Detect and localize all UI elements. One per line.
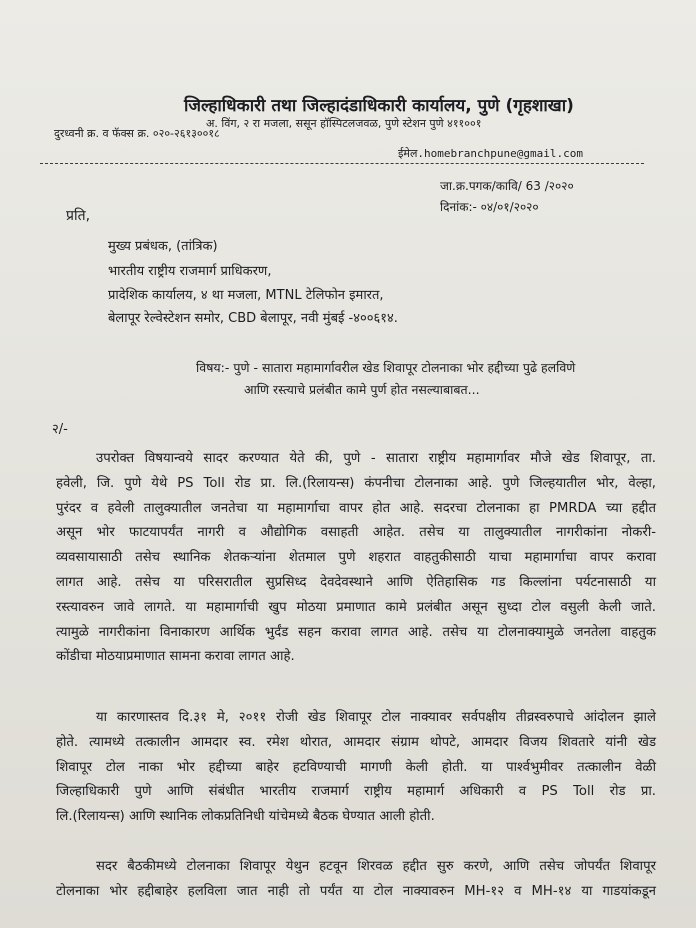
paragraph-line: शिवापूर टोल नाका भोर हद्दीच्या बाहेर हटविण्याची मागणी केली होती. या पार्श्वभुमीवर तत्कालीन वेळी: [56, 759, 656, 775]
letter-date: दिनांक:- ०४/०१/२०२०: [440, 200, 539, 214]
salutation: प्रति,: [66, 208, 91, 224]
paragraph-line: हवेली, जि. पुणे येथे PS Toll रोड प्रा. लि.(रिलायन्स) कंपनीचा टोलनाका आहे. पुणे जिल्हयातील भोर, वेल्हा,: [56, 475, 656, 491]
recipient-line: भारतीय राष्ट्रीय राजमार्ग प्राधिकरण,: [108, 264, 272, 279]
header-divider: [40, 163, 644, 164]
paragraph-line: जिल्हाधिकारी पुणे आणि संबंधीत भारतीय राजमार्ग राष्ट्रीय महामार्ग अधिकारी व PS Toll रोड प्रा.: [56, 784, 656, 800]
body-paragraph-1: [56, 447, 656, 670]
paragraph-line: उपरोक्त विषयान्वये सादर करण्यात येते की, पुणे - सातारा राष्ट्रीय महामार्गावर मौजे खेड शिवापूर, ता.: [96, 451, 656, 466]
paragraph-line: लागत आहे. तसेच या परिसरातील सुप्रसिध्द देवदेवस्थाने आणि ऐतिहासिक गड किल्लांना पर्यटनासाठी या: [56, 574, 656, 590]
paragraph-line: पुरंदर व हवेली तालुक्यातील जनतेचा या महामार्गाचा वापर होत आहे. सदरचा टोलनाका हा PMRDA च्या हद्दीत: [56, 500, 656, 516]
paragraph-line: त्यामुळे नागरीकांना विनाकारण आर्थिक भुर्दंड सहन करावा लागत आहे. तसेच या टोलनाक्यामुळे जनतेला वाहतुक: [56, 624, 656, 640]
paragraph-line: व्यवसायासाठी तसेच स्थानिक शेतकऱ्यांना शेतमाल पुणे शहरात वाहतुकीसाठी याचा महामार्गाचा वापर करावा: [56, 550, 656, 566]
subject-line: विषय:- पुणे - सातारा महामार्गावरील खेड शिवापूर टोलनाका भोर हद्दीच्या पुढे हलविणे: [196, 360, 576, 375]
paragraph-line: होते. त्यामध्ये तत्कालीन आमदार स्व. रमेश थोरात, आमदार संग्राम थोपटे, आमदार विजय शिवतारे यांनी खेड: [56, 734, 656, 750]
reference-number: जा.क्र.पगक/कावि/ 63 /२०२०: [440, 179, 574, 193]
subject-line: आणि रस्त्याचे प्रलंबीत कामे पुर्ण होत नसल्याबाबत...: [244, 382, 480, 397]
office-address: अ. विंग, २ रा मजला, ससून हॉस्पिटलजवळ, पुणे स्टेशन पुणे ४११००१: [206, 117, 482, 130]
office-phone: दुरध्वनी क्र. व फॅक्स क्र. ०२०-२६१३००१८: [54, 127, 220, 140]
reference-marker: २/-: [52, 422, 68, 437]
paragraph-line: कोंडीचा मोठयाप्रमाणात सामना करावा लागत आहे.: [56, 649, 295, 665]
recipient-line: मुख्य प्रबंधक, (तांत्रिक): [108, 239, 218, 254]
recipient-line: प्रादेशिक कार्यालय, ४ था मजला, MTNL टेलिफोन इमारत,: [108, 288, 384, 303]
paragraph-line: लि.(रिलायन्स) आणि स्थानिक लोकप्रतिनिधी यांचेमध्ये बैठक घेण्यात आली होती.: [56, 809, 435, 825]
paragraph-line: या कारणास्तव दि.३१ मे, २०११ रोजी खेड शिवापूर टोल नाक्यावर सर्वपक्षीय तीव्रस्वरुपाचे आंदोलन झाले: [96, 710, 656, 725]
paragraph-line: टोलनाका भोर हद्दीबाहेर हलविला जात नाही तो पर्यंत या टोल नाक्यावरुन MH-१२ व MH-१४ या गाडयांकडून: [56, 883, 656, 899]
body-paragraph-2: [56, 706, 656, 830]
body-paragraph-3: [56, 855, 656, 905]
recipient-line: बेलापूर रेल्वेस्टेशन समोर, CBD बेलापूर, नवी मुंबई -४००६१४.: [108, 311, 398, 326]
office-email: ईमेल.homebranchpune@gmail.com: [398, 147, 584, 160]
paragraph-line: असून भोर फाटयापर्यंत नागरी व औद्योगिक वसाहती आहेत. तसेच या तालुक्यातील नागरीकांना नोकरी-: [56, 525, 656, 541]
subject-block: [196, 357, 656, 401]
paragraph-line: रस्त्यावरुन जावे लागते. या महामार्गाची खुप मोठया प्रमाणात कामे प्रलंबीत असून सुध्दा टोल वसुली केली जाते.: [56, 599, 656, 615]
office-title: जिल्हाधिकारी तथा जिल्हादंडाधिकारी कार्यालय, पुणे (गृहशाखा): [184, 96, 574, 116]
paragraph-line: सदर बैठकीमध्ये टोलनाका शिवापूर येथुन हटवून शिरवळ हद्दीत सुरु करणे, आणि तसेच जोपर्यंत शिवापूर: [96, 859, 656, 874]
